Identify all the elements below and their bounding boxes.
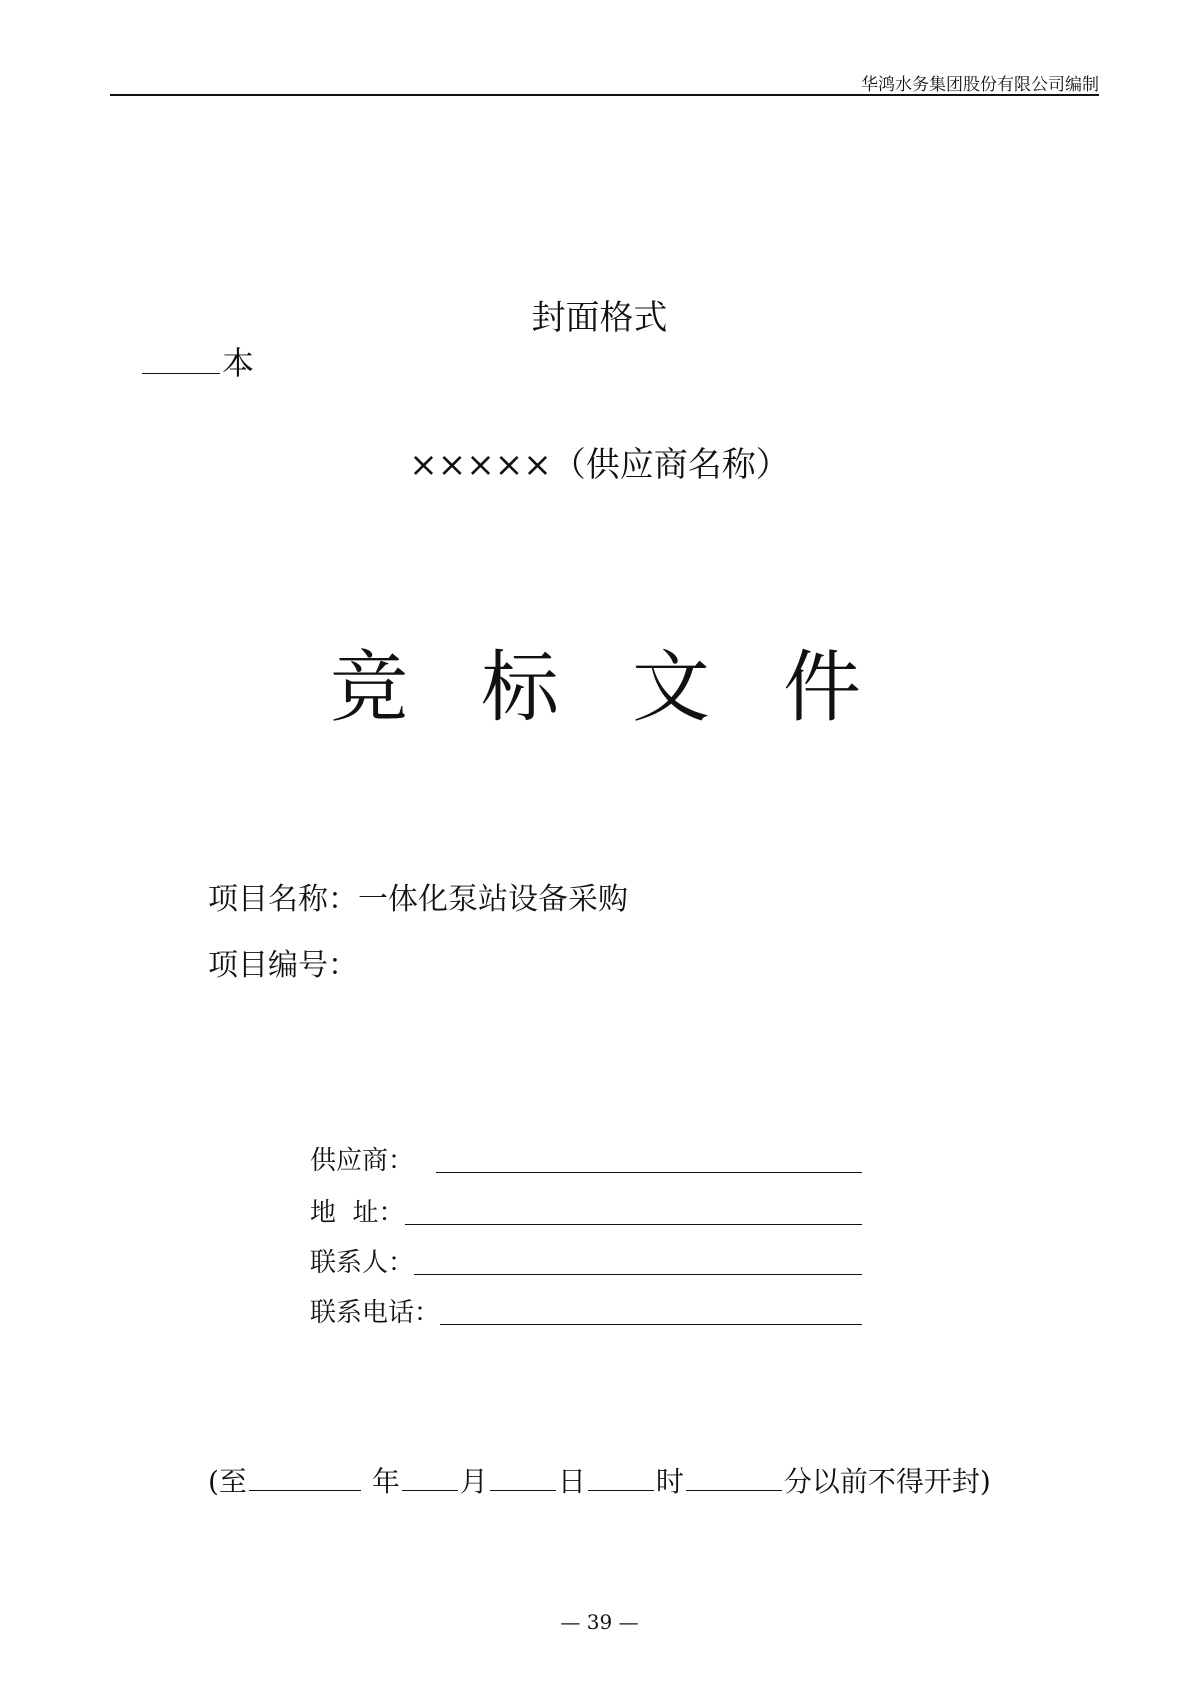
- copies-line: [140, 338, 254, 384]
- contact-field[interactable]: [310, 1242, 862, 1279]
- phone-label: 联系电话：: [310, 1298, 441, 1328]
- seal-minute-tail: 分以前不得开封): [783, 1465, 991, 1498]
- seal-hour: 时: [655, 1465, 684, 1498]
- day-blank[interactable]: [490, 1462, 556, 1491]
- document-title: [330, 625, 861, 737]
- title-char: 件: [783, 643, 862, 733]
- header-company: 华鸿水务集团股份有限公司编制: [861, 75, 1099, 95]
- seal-month: 月: [459, 1465, 488, 1498]
- contact-line[interactable]: [414, 1273, 862, 1275]
- address-line[interactable]: [405, 1223, 862, 1225]
- header-rule: [110, 94, 1099, 96]
- phone-field[interactable]: [310, 1292, 862, 1329]
- project-name: 项目名称：一体化泵站设备采购: [208, 882, 628, 917]
- address-label: 地 址：: [310, 1198, 405, 1228]
- phone-line[interactable]: [440, 1323, 862, 1325]
- hour-blank[interactable]: [588, 1462, 654, 1491]
- page-number: — 39 —: [560, 1610, 639, 1634]
- supplier-label: 供应商：: [310, 1146, 415, 1176]
- seal-note: [208, 1460, 991, 1500]
- minute-blank[interactable]: [686, 1462, 782, 1491]
- year-blank[interactable]: [249, 1462, 361, 1491]
- month-blank[interactable]: [402, 1462, 458, 1491]
- title-char: 文: [632, 643, 711, 733]
- copies-blank: [142, 341, 220, 374]
- supplier-field[interactable]: [310, 1140, 862, 1177]
- seal-year: 年: [371, 1465, 400, 1498]
- title-char: 竞: [330, 643, 409, 733]
- supplier-name-placeholder: ×××××（供应商名称）: [409, 445, 790, 485]
- cover-format-title: 封面格式: [531, 298, 668, 338]
- supplier-line[interactable]: [436, 1171, 862, 1173]
- project-number: 项目编号：: [208, 948, 358, 983]
- copies-suffix: 本: [222, 344, 255, 382]
- contact-label: 联系人：: [310, 1248, 415, 1278]
- seal-day: 日: [557, 1465, 586, 1498]
- title-char: 标: [481, 643, 560, 733]
- seal-open: (至: [208, 1465, 247, 1498]
- address-field[interactable]: [310, 1192, 862, 1229]
